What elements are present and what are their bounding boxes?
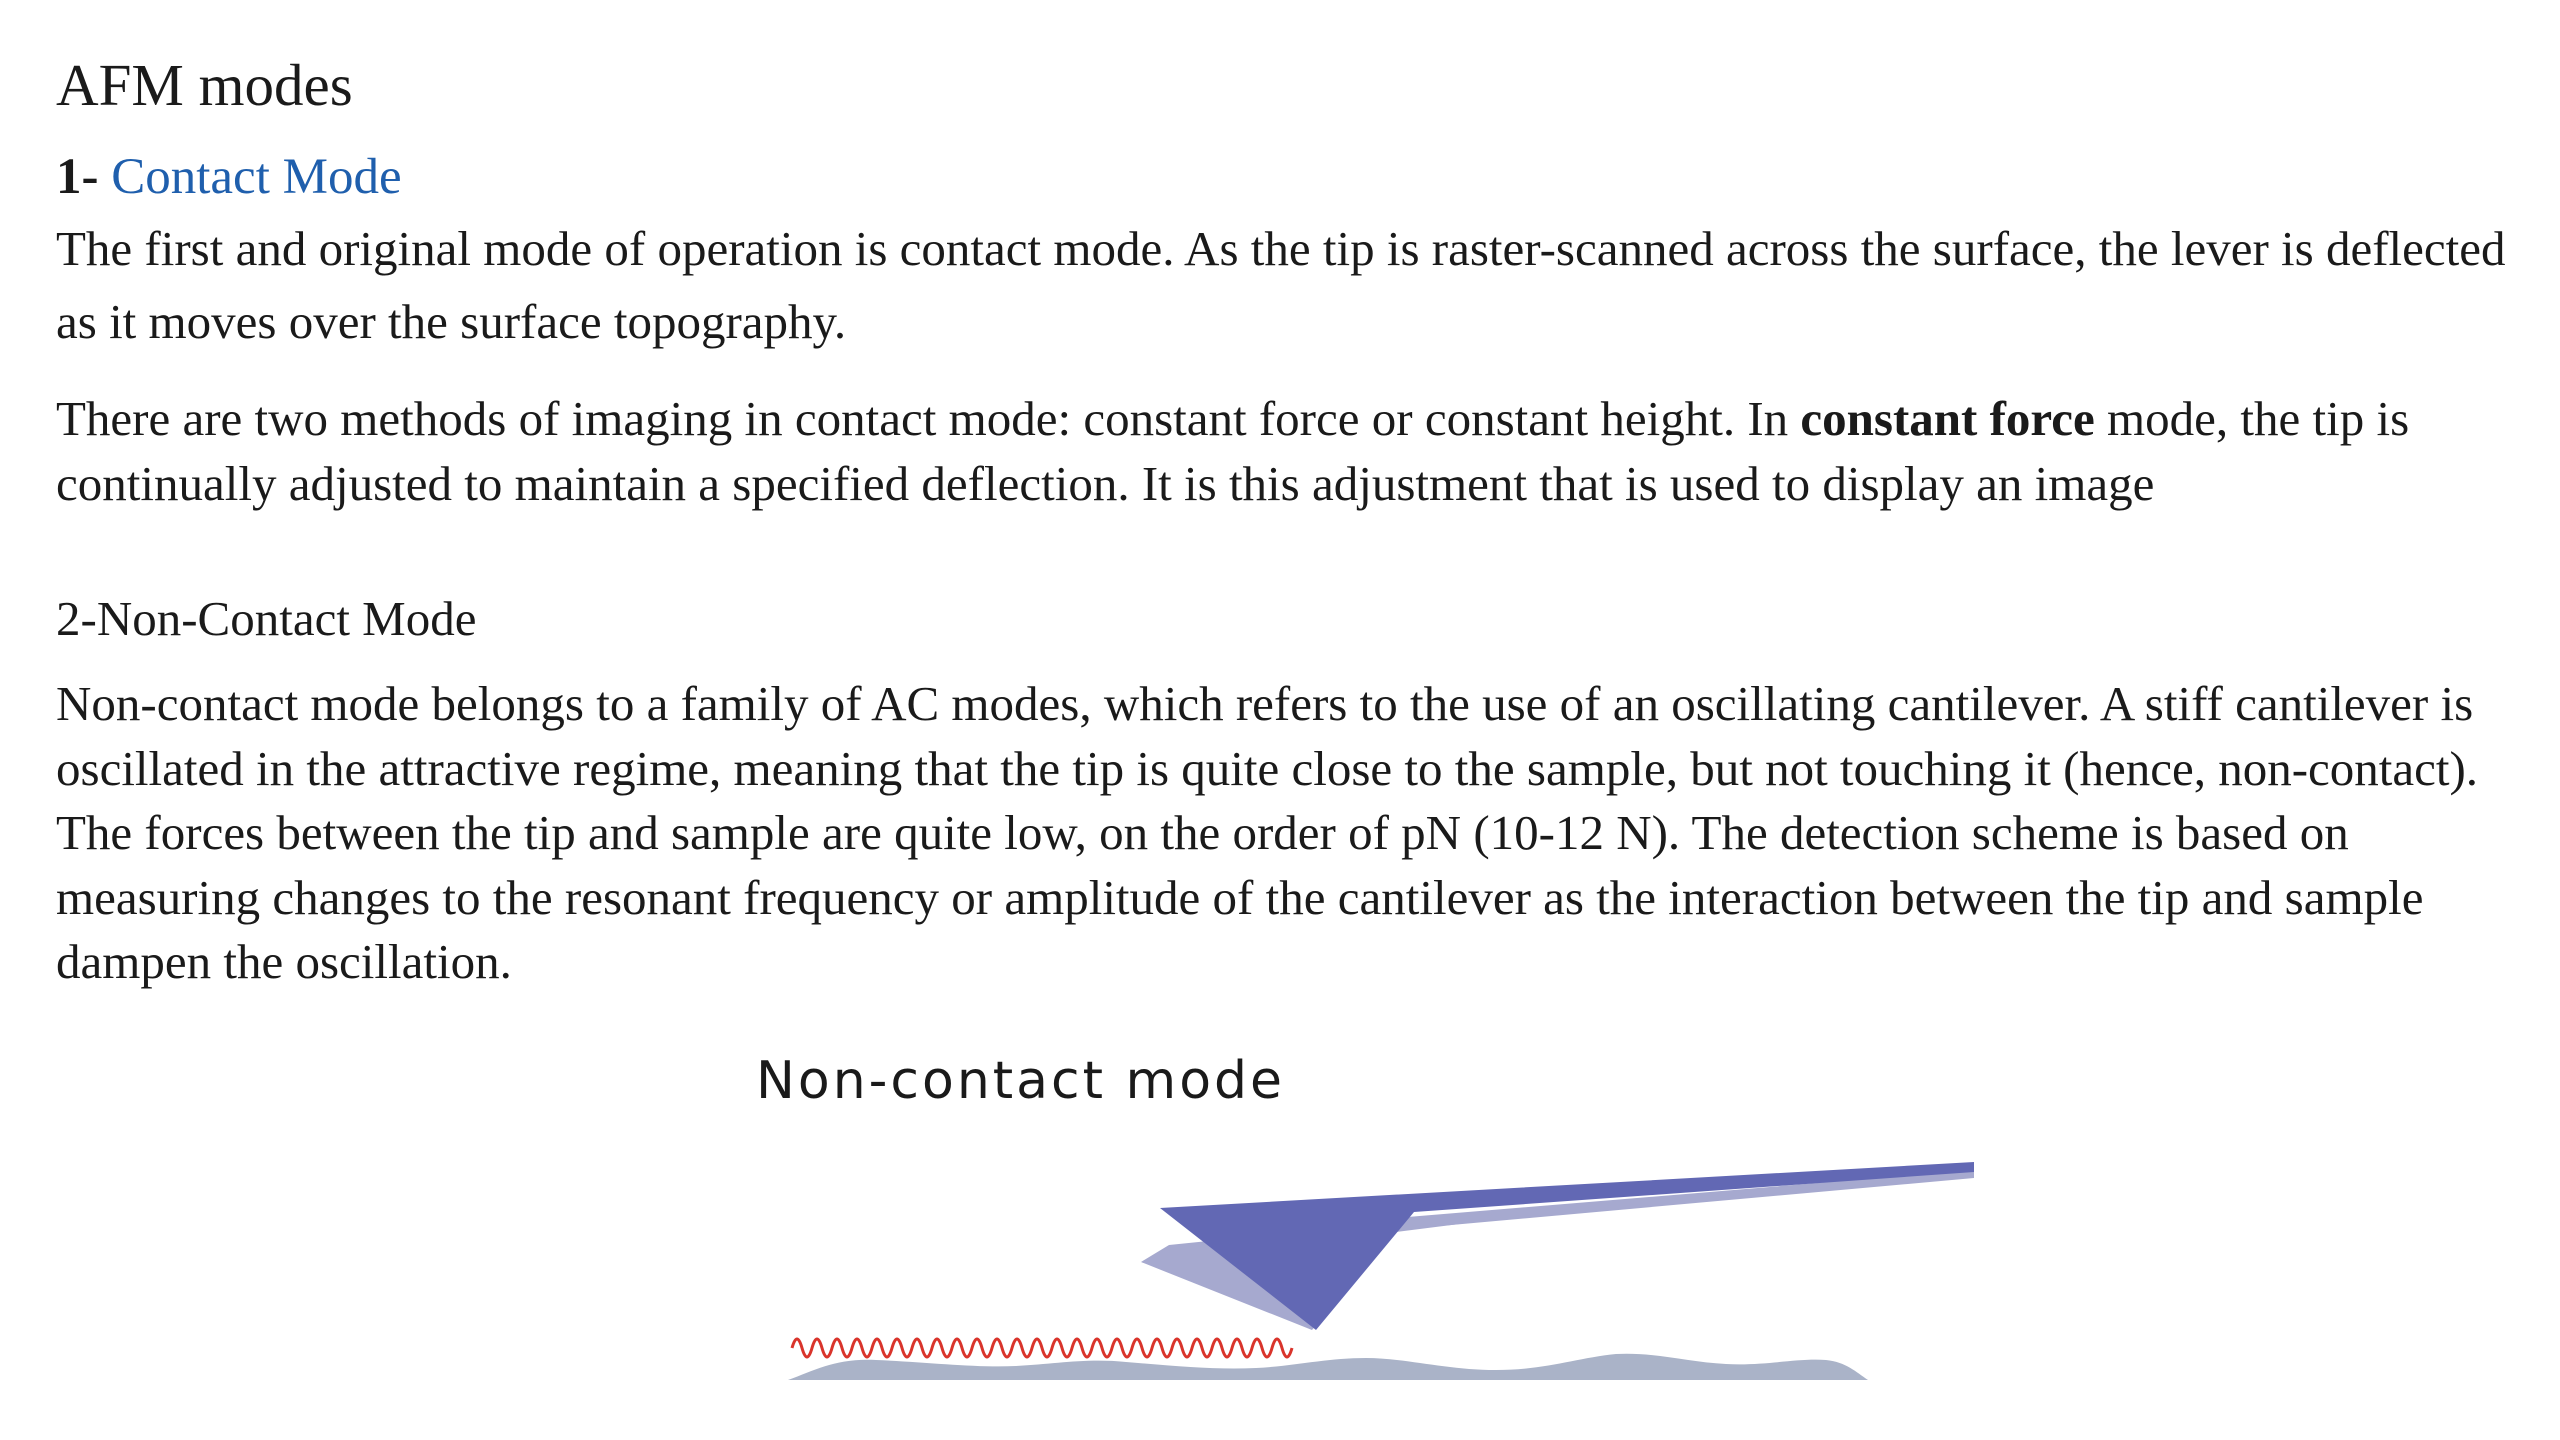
figure-label: Non-contact mode xyxy=(756,1051,1286,1111)
page-title: AFM modes xyxy=(56,52,353,118)
paragraph2-text-before: There are two methods of imaging in contact mode: constant force or constant height. In xyxy=(56,391,1801,446)
section1-paragraph2 xyxy=(56,386,2526,516)
constant-force-bold: constant force xyxy=(1800,391,2095,446)
section1-heading xyxy=(56,146,402,208)
section1-number: 1- xyxy=(56,149,99,205)
oscillation-wave xyxy=(792,1339,1292,1357)
section2-paragraph: Non-contact mode belongs to a family of AC modes, which refers to the use of an oscillating cantilever. A stiff cantilever is oscillated in the attractive regime, meaning that the tip is quite close to the sample, but not touching it (hence, non-contact). The forces between the tip and sample are quite low, on the order of pN (10-12 N). The detection scheme is based on measuring changes to the resonant frequency or amplitude of the cantilever as the interaction between the tip and sample dampen the oscillation. xyxy=(56,676,2479,989)
paragraph2-text-after: mode, the tip is continually adjusted to maintain a specified deflection. It is this adjustment that is used to display an image xyxy=(56,391,2410,511)
non-contact-diagram xyxy=(756,1040,1996,1400)
section1-paragraph1: The first and original mode of operation is contact mode. As the tip is raster-scanned across the surface, the lever is deflected as it moves over the surface topography. xyxy=(56,221,2506,349)
section2-heading: 2-Non-Contact Mode xyxy=(56,591,477,646)
non-contact-mode-figure xyxy=(756,1040,1996,1400)
sample-surface xyxy=(788,1354,1868,1380)
contact-mode-link[interactable]: Contact Mode xyxy=(111,149,402,205)
